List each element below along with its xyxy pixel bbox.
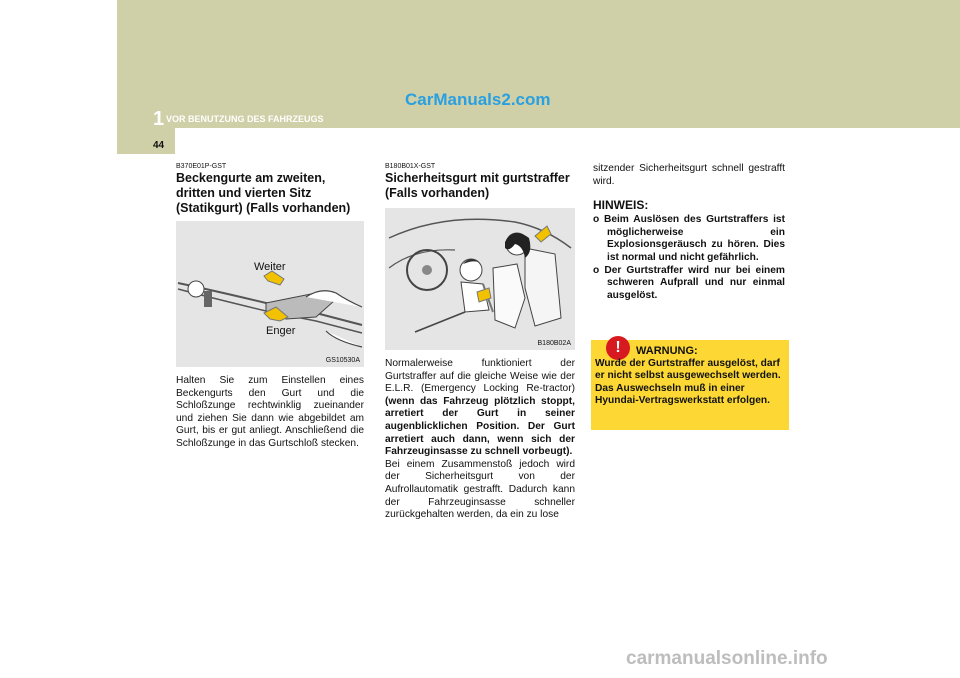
hinweis-title: HINWEIS: (593, 198, 649, 213)
hinweis-item: o Der Gurtstraffer wird nur bei einem schweren Aufprall und nur einmal ausgelöst. (593, 264, 785, 301)
column-hinweis (593, 163, 785, 302)
continuation-text: sitzender Sicherheitsgurt schnell gestrafft wird. (593, 163, 785, 187)
pretensioner-text-part2: Bei einem Zusammenstoß jedoch wird der Sicherheitsgurt von der Aufrollautomatik gestrafft. Dadurch kann der Fahrzeuginsasse schneller zurückgehalten werden, da ein zu lose (385, 458, 575, 521)
warning-icon: ! (606, 336, 630, 360)
label-weiter: Weiter (254, 261, 286, 273)
lap-belt-illustration (176, 221, 364, 367)
hinweis-item: o Beim Auslösen des Gurtstraffers ist möglicherweise ein Explosionsgeräusch zu hören. Dies ist normal und nicht gefährlich. (593, 214, 785, 263)
pretensioner-illustration (385, 208, 575, 350)
watermark-top-link[interactable]: CarManuals2.com (405, 90, 551, 109)
figure-code: GS10530A (325, 357, 360, 364)
lap-belt-text: Halten Sie zum Einstellen eines Beckengurts den Gurt und die Schloßzunge rechtwinklig zueinander und ziehen Sie dann wie abgebildet am Gurt, bis er gut anliegt. Anschließend die Schloßzunge in das Gurtschloß stecken. (176, 375, 364, 449)
warning-title: WARNUNG: (636, 345, 698, 357)
header-tab (117, 128, 175, 154)
figure-code: B180B02A (537, 340, 571, 347)
car-interior-drawing (385, 208, 575, 350)
warning-text: Wurde der Gurtstraffer ausgelöst, darf er nicht selbst ausgewechselt werden. Das Auswechseln muß in einer Hyundai-Vertragswerkstatt erfolgen. (595, 358, 781, 407)
label-enger: Enger (266, 325, 296, 337)
column-pretensioner (385, 163, 575, 522)
chapter-number: 1 (153, 108, 165, 130)
column-lap-belt (176, 163, 364, 451)
pretensioner-text-bold: (wenn das Fahrzeug plötzlich stoppt, arretiert der Gurt in seiner augenblicklichen Position. Der Gurt arretiert auch dann, wenn sich der Fahrzeuginsasse zu schnell vorbeugt). (385, 395, 575, 458)
lap-belt-drawing (176, 221, 364, 367)
section-code: B180B01X-GST (385, 163, 436, 170)
page-number: 44 (153, 140, 165, 151)
section-heading: Beckengurte am zweiten, dritten und vierten Sitz (Statikgurt) (Falls vorhanden) (176, 171, 351, 215)
hinweis-list (593, 214, 785, 302)
chapter-title: VOR BENUTZUNG DES FAHRZEUGS (166, 114, 324, 124)
pretensioner-text (385, 358, 575, 522)
section-heading: Sicherheitsgurt mit gurtstraffer (Falls vorhanden) (385, 171, 570, 200)
section-code: B370E01P-GST (176, 163, 227, 170)
pretensioner-text-part1: Normalerweise funktioniert der Gurtstraffer auf die gleiche Weise wie der E.L.R. (Emergency Locking Re-tractor) (385, 358, 575, 395)
watermark-bottom-link[interactable]: carmanualsonline.info (626, 648, 828, 669)
